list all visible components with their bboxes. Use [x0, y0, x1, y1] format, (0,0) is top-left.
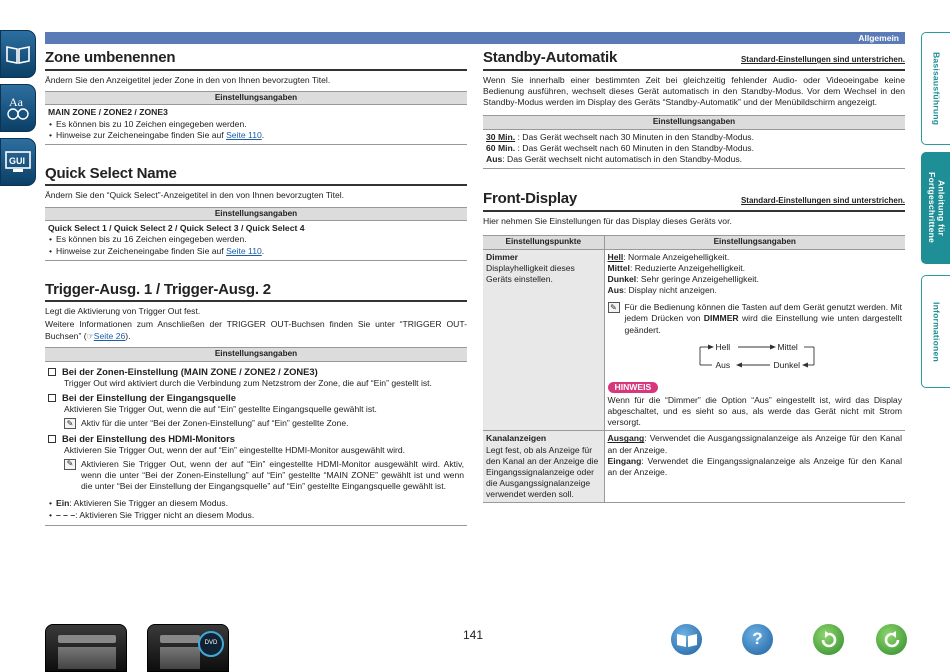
checkbox-bullet-icon — [48, 368, 56, 376]
left-column — [45, 48, 467, 526]
trigger-table-header: Einstellungsangaben — [45, 347, 467, 362]
book-icon[interactable] — [0, 30, 36, 78]
front-th-values: Einstellungsangaben — [604, 235, 905, 249]
section-label: Allgemein — [858, 33, 899, 43]
standby-option-60: 60 Min. : Das Gerät wechselt nach 60 Minuten in den Standby-Modus. — [486, 142, 754, 153]
receiver-device-icon[interactable] — [45, 624, 127, 672]
pencil-note-icon: ✎ — [64, 459, 76, 470]
checkbox-bullet-icon — [48, 394, 56, 402]
font-aa-icon[interactable] — [0, 84, 36, 132]
zone-intro: Ändern Sie den Anzeigetitel jeder Zone in den von Ihnen bevorzugten Titel. — [45, 74, 331, 85]
trigger-section — [45, 280, 467, 526]
left-icon-column — [0, 30, 36, 192]
quick-row-title: Quick Select 1 / Quick Select 2 / Quick Select 3 / Quick Select 4 — [48, 223, 305, 234]
zone-bullet-1: • Es können bis zu 10 Zeichen eingegeben werden. — [48, 119, 464, 130]
standby-table-body — [483, 130, 905, 170]
zone-title: Zone umbenennen — [45, 48, 467, 71]
trigger-sub-2: Bei der Einstellung der Eingangsquelle — [48, 392, 464, 404]
trigger-intro-1: Legt die Aktivierung von Trigger Out fest. — [45, 306, 201, 317]
quick-bullet-1: • Es können bis zu 16 Zeichen eingegeben werden. — [48, 234, 464, 245]
dimmer-note: ✎ Für die Bedienung können die Tasten auf dem Gerät genutzt werden. Mit jedem Drücken von DIMMER wird die Einstellung wie unten dargestellt geändert. — [608, 302, 903, 336]
table-row — [483, 249, 905, 431]
pencil-note-icon: ✎ — [608, 302, 620, 313]
kanal-key-cell: Kanalanzeigen Legt fest, ob als Anzeige für den Kanal an der Anzeige die Eingangssignalanzeige oder die Ausgangssignalanzeige verwendet werden soll. — [483, 431, 604, 503]
zone-table-header: Einstellungsangaben — [45, 91, 467, 106]
trigger-sub-2-note: ✎ Aktiv für die unter “Bei der Zonen-Einstellung” auf “Ein” gestellte Zone. — [48, 418, 464, 429]
svg-text:Aa: Aa — [9, 95, 23, 109]
trigger-sub-3-text: Aktivieren Sie Trigger Out, wenn der auf “Ein” eingestellte HDMI-Monitor ausgewählt wird. — [64, 444, 406, 455]
zone-section — [45, 48, 467, 145]
standby-table-header: Einstellungsangaben — [483, 115, 905, 130]
quick-title: Quick Select Name — [45, 164, 467, 187]
right-column — [483, 48, 905, 503]
trigger-intro-2: Weitere Informationen zum Anschließen der TRIGGER OUT-Buchsen finden Sie unter “TRIGGER OUT-Buchsen” (☞Seite 26). — [45, 319, 467, 341]
standby-option-aus: Aus: Das Gerät wechselt nicht automatisch in den Standby-Modus. — [486, 154, 743, 165]
standby-option-30: 30 Min. : Das Gerät wechselt nach 30 Minuten in den Standby-Modus. — [486, 131, 754, 142]
front-title: Front-Display Standard-Einstellungen sind unterstrichen. — [483, 189, 905, 212]
front-th-points: Einstellungspunkte — [483, 235, 604, 249]
cycle-arrows-icon — [666, 340, 846, 374]
dimmer-button-label: DIMMER — [703, 313, 739, 324]
standby-title: Standby-Automatik Standard-Einstellungen sind unterstrichen. — [483, 48, 905, 71]
help-question-icon[interactable]: ? — [742, 624, 773, 655]
tab-informationen[interactable] — [921, 275, 950, 388]
page-number: 141 — [463, 628, 484, 642]
checkbox-bullet-icon — [48, 435, 56, 443]
arrow-ref-icon: ☞ — [86, 331, 94, 341]
trigger-sub-2-text: Aktivieren Sie Trigger Out, wenn die auf “Ein” gestellte Eingangsquelle gewählt ist. — [64, 404, 377, 415]
standby-intro: Wenn Sie innerhalb einer bestimmten Zeit bei gleichzeitig fehlender Audio- oder Videoeingabe keine Bedienung ausführen, wechselt dieses Gerät automatisch in den Standby-Modus. Vor dem Wechsel in den Standby-Modus werden im Display des Geräts “Standby-Automatik” und der Menübildschirm angezeigt. — [483, 74, 905, 107]
quick-table-header: Einstellungsangaben — [45, 207, 467, 222]
tab-label: Informationen — [931, 301, 942, 362]
forward-arrow-icon[interactable] — [876, 624, 907, 655]
trigger-title: Trigger-Ausg. 1 / Trigger-Ausg. 2 — [45, 280, 467, 303]
back-arrow-icon[interactable] — [813, 624, 844, 655]
standby-section — [483, 48, 905, 169]
zone-page-link[interactable]: Seite 110 — [226, 129, 262, 140]
svg-text:GUI: GUI — [9, 156, 26, 166]
trigger-page-link[interactable]: Seite 26 — [93, 330, 126, 341]
kanal-value-cell: Ausgang: Verwendet die Ausgangssignalanzeige als Anzeige für den Kanal an der Anzeige. Eingang: Verwendet die Eingangssignalanzeige als Anzeige für den Kanal an der Anzeige. — [604, 431, 905, 503]
quick-table-body — [45, 221, 467, 261]
front-section — [483, 189, 905, 503]
trigger-sub-1: Bei der Zonen-Einstellung (MAIN ZONE / ZONE2 / ZONE3) — [48, 366, 464, 378]
cycle-aus: Aus — [715, 359, 731, 370]
dimmer-value-cell: Hell: Normale Anzeigehelligkeit. Mittel: Reduzierte Anzeigehelligkeit. Dunkel: Sehr geringe Anzeigehelligkeit. Aus: Display nicht anzeigen. ✎ Für die Bedienung können die Tasten auf dem Gerät genutzt werden. Mit jedem Drücken von DIMMER wird die Einstellung wie unten dargestellt geändert. Hell Mittel Aus Dunkel HINWEIS Wenn für die “Dimmer” die Option “Aus” eingestellt ist, wird das Display abgeschaltet, und es sieht so aus, als werde das Gerät nicht mit Strom versorgt. — [604, 249, 905, 431]
tab-anleitung-fortgeschrittene[interactable] — [921, 152, 950, 264]
cycle-dunkel: Dunkel — [773, 359, 800, 370]
tab-basisausfuehrung[interactable] — [921, 32, 950, 145]
remote-control-icon[interactable] — [147, 624, 229, 672]
cycle-hell: Hell — [715, 341, 731, 352]
dimmer-key-cell: Dimmer Displayhelligkeit dieses Geräts einstellen. — [483, 249, 604, 431]
trigger-option-off: • – – –: Aktivieren Sie Trigger nicht an diesem Modus. — [48, 510, 464, 521]
hinweis-badge: HINWEIS — [608, 382, 659, 393]
front-intro: Hier nehmen Sie Einstellungen für das Display dieses Geräts vor. — [483, 215, 732, 226]
zone-row-title: MAIN ZONE / ZONE2 / ZONE3 — [48, 107, 168, 118]
trigger-option-ein: • Ein: Aktivieren Sie Trigger an diesem Modus. — [48, 498, 464, 509]
cycle-mittel: Mittel — [777, 341, 798, 352]
section-header-bar — [45, 32, 905, 44]
quick-page-link[interactable]: Seite 110 — [226, 245, 262, 256]
quick-bullet-2: • Hinweise zur Zeicheneingabe finden Sie auf Seite 110. — [48, 246, 464, 257]
remote-display-text: DVD — [198, 631, 224, 657]
quick-intro: Ändern Sie den “Quick Select”-Anzeigetitel in den von Ihnen bevorzugten Titel. — [45, 190, 345, 201]
gui-icon[interactable] — [0, 138, 36, 186]
dimmer-cycle-diagram — [666, 340, 903, 374]
zone-table-body — [45, 105, 467, 145]
trigger-table-body — [45, 362, 467, 526]
trigger-sub-3: Bei der Einstellung des HDMI-Monitors — [48, 433, 464, 445]
hinweis-text: Wenn für die “Dimmer” die Option “Aus” eingestellt ist, wird das Display abgeschaltet, und es sieht so aus, als werde das Gerät nicht mit Strom versorgt. — [607, 394, 902, 428]
trigger-sub-1-text: Trigger Out wird aktiviert durch die Verbindung zum Netzstrom der Zone, die auf “Ein” gestellt ist. — [64, 377, 432, 388]
trigger-sub-3-note: ✎ Aktivieren Sie Trigger Out, wenn der auf “Ein” eingestellte HDMI-Monitor ausgewählt wird. Aktiv, wenn die unter “Bei der Zonen-Einstellung” auf “Ein” gestellte “MAIN ZONE” gewählt ist und wenn die unter “Bei der Einstellung der Eingangsquelle” auf “Ein” gestellte Eingangsquelle gewählt ist. — [48, 459, 464, 493]
standby-default-note: Standard-Einstellungen sind unterstrichen. — [740, 55, 905, 65]
tab-label: Anleitung für Fortgeschrittene — [927, 172, 947, 244]
quick-section — [45, 164, 467, 261]
front-default-note: Standard-Einstellungen sind unterstrichen. — [740, 196, 905, 206]
zone-bullet-2: • Hinweise zur Zeicheneingabe finden Sie auf Seite 110. — [48, 130, 464, 141]
pencil-note-icon: ✎ — [64, 418, 76, 429]
manual-book-icon[interactable] — [671, 624, 702, 655]
tab-label: Basisausführung — [931, 51, 942, 126]
front-table — [483, 235, 905, 504]
table-row — [483, 431, 905, 503]
